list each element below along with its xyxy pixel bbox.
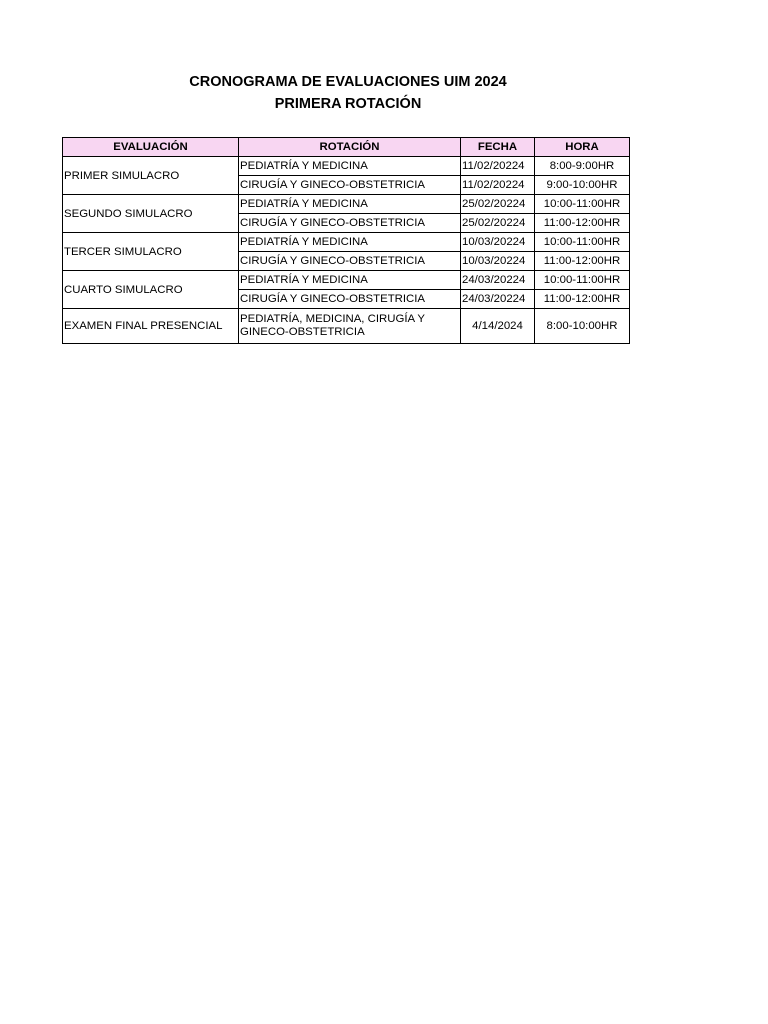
table-row [63,271,630,290]
rotacion-cell: PEDIATRÍA Y MEDICINA [239,195,461,214]
fecha-cell: 10/03/20224 [461,252,535,271]
header-rotacion: ROTACIÓN [239,138,461,157]
evaluacion-cell: CUARTO SIMULACRO [63,271,239,309]
rotacion-cell: PEDIATRÍA, MEDICINA, CIRUGÍA Y GINECO-OBSTETRICIA [239,309,461,344]
fecha-cell: 11/02/20224 [461,176,535,195]
table-row [63,233,630,252]
evaluacion-cell: PRIMER SIMULACRO [63,157,239,195]
rotacion-cell: PEDIATRÍA Y MEDICINA [239,157,461,176]
rotacion-cell: CIRUGÍA Y GINECO-OBSTETRICIA [239,176,461,195]
hora-cell: 9:00-10:00HR [535,176,630,195]
header-fecha: FECHA [461,138,535,157]
fecha-cell: 11/02/20224 [461,157,535,176]
hora-cell: 10:00-11:00HR [535,195,630,214]
rotacion-cell: PEDIATRÍA Y MEDICINA [239,233,461,252]
hora-cell: 8:00-9:00HR [535,157,630,176]
fecha-cell: 25/02/20224 [461,195,535,214]
evaluacion-cell: SEGUNDO SIMULACRO [63,195,239,233]
hora-cell: 11:00-12:00HR [535,290,630,309]
hora-cell: 8:00-10:00HR [535,309,630,344]
table-row-final [63,309,630,344]
header-hora: HORA [535,138,630,157]
rotacion-cell: CIRUGÍA Y GINECO-OBSTETRICIA [239,290,461,309]
rotacion-cell: CIRUGÍA Y GINECO-OBSTETRICIA [239,252,461,271]
hora-cell: 11:00-12:00HR [535,214,630,233]
table-row [63,157,630,176]
hora-cell: 10:00-11:00HR [535,271,630,290]
header-evaluacion: EVALUACIÓN [63,138,239,157]
header-row [63,138,630,157]
title-line-1: CRONOGRAMA DE EVALUACIONES UIM 2024 [189,74,507,90]
fecha-cell: 25/02/20224 [461,214,535,233]
fecha-cell: 4/14/2024 [461,309,535,344]
evaluacion-cell: TERCER SIMULACRO [63,233,239,271]
fecha-cell: 24/03/20224 [461,290,535,309]
schedule-table [62,137,630,344]
evaluacion-cell: EXAMEN FINAL PRESENCIAL [63,309,239,344]
rotacion-cell: PEDIATRÍA Y MEDICINA [239,271,461,290]
hora-cell: 10:00-11:00HR [535,233,630,252]
rotacion-cell: CIRUGÍA Y GINECO-OBSTETRICIA [239,214,461,233]
hora-cell: 11:00-12:00HR [535,252,630,271]
table-row [63,195,630,214]
fecha-cell: 24/03/20224 [461,271,535,290]
title-line-2: PRIMERA ROTACIÓN [274,96,422,112]
fecha-cell: 10/03/20224 [461,233,535,252]
document-title [0,71,696,115]
